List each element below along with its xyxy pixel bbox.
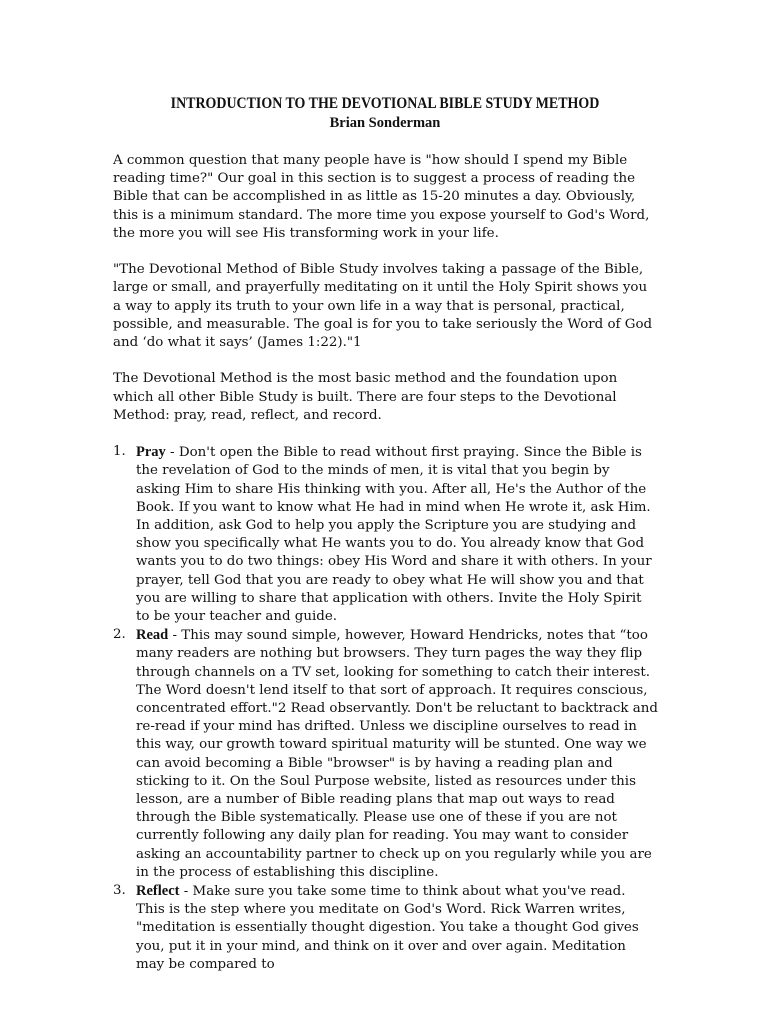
document-title: INTRODUCTION TO THE DEVOTIONAL BIBLE STUDY METHOD <box>170 95 600 112</box>
list-item-reflect <box>113 882 658 974</box>
document-body <box>113 152 658 974</box>
list-item-number: 1. <box>113 444 126 460</box>
quote-paragraph: "The Devotional Method of Bible Study involves taking a passage of the Bible, large or small, and prayerfully meditating on it until the Holy Spirit shows you a way to apply its truth to your own life in a way that is personal, practical, possible, and measurable. The goal is for you to take seriously the Word of God and ‘do what it says’ (James 1:22)."1 <box>113 262 653 351</box>
list-item-read <box>113 626 658 882</box>
list-item-number: 2. <box>113 627 126 643</box>
step-text: - Make sure you take some time to think about what you've read. This is the step where you meditate on God's Word. Rick Warren writes, "meditation is essentially thought digestion. You take a thought God gives you, put it in your mind, and think on it over and over again. Meditation may be compared to <box>136 884 639 972</box>
step-text: - This may sound simple, however, Howard Hendricks, notes that “too many readers are nothing but browsers. They turn pages the way they flip through channels on a TV set, looking for something to catch their interest. The Word doesn't lend itself to that sort of approach. It requires conscious, concentrated effort."2 Read observantly. Don't be reluctant to backtrack and re-read if your mind has drifted. Unless we discipline ourselves to read in this way, our growth toward spiritual maturity will be stunted. One way we can avoid becoming a Bible "browser" is by having a reading plan and sticking to it. On the Soul Purpose website, listed as resources under this lesson, are a number of Bible reading plans that map out ways to read through the Bible systematically. Please use one of these if you are not currently following any daily plan for reading. You may want to consider asking an accountability partner to check up on you regularly while you are in the process of establishing this discipline. <box>136 628 658 880</box>
steps-list <box>113 443 658 974</box>
step-term: Pray <box>136 444 166 461</box>
intro-paragraph: A common question that many people have is "how should I spend my Bible reading time?" Our goal in this section is to suggest a process of reading the Bible that can be accomplished in as little as 15-20 minutes a day. Obviously, this is a minimum standard. The more time you expose yourself to God's Word, the more you will see His transforming work in your life. <box>113 153 650 241</box>
list-item-pray <box>113 443 658 626</box>
step-text: - Don't open the Bible to read without first praying. Since the Bible is the revelation of God to the minds of men, it is vital that you begin by asking Him to share His thinking with you. After all, He's the Author of the Book. If you want to know what He had in mind when He wrote it, ask Him. In addition, ask God to help you apply the Scripture you are studying and show you specifically what He wants you to do. You already know that God wants you to do two things: obey His Word and share it with others. In your prayer, tell God that you are ready to obey what He will show you and that you are willing to share that application with others. Invite the Holy Spirit to be your teacher and guide. <box>136 445 652 625</box>
step-term: Reflect <box>136 883 180 900</box>
list-item-number: 3. <box>113 883 126 899</box>
document-author: Brian Sonderman <box>329 115 441 131</box>
method-paragraph: The Devotional Method is the most basic method and the foundation upon which all other Bible Study is built. There are four steps to the Devotional Method: pray, read, reflect, and record. <box>113 371 618 423</box>
step-term: Read <box>136 627 169 644</box>
